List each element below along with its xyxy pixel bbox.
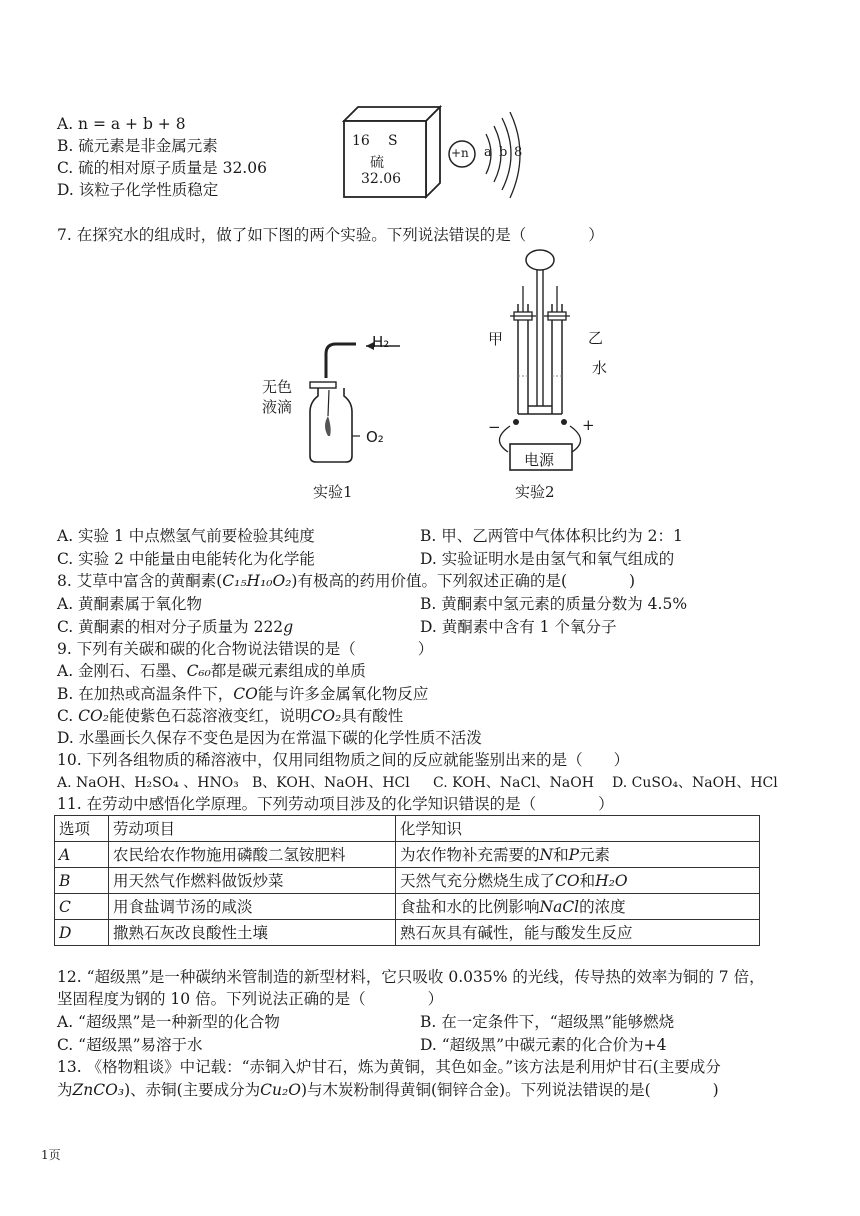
q6-option-a: A. n = a + b + 8 [57,115,186,133]
q10-option-b: B、KOH、NaOH、HCl [252,775,410,791]
table-row: B 用天然气作燃料做饭炒菜 天然气充分燃烧生成了CO和H₂O [55,868,760,894]
q9-option-c: C. CO₂能使紫色石蕊溶液变红，说明CO₂具有酸性 [57,707,404,725]
table-row: A 农民给农作物施用磷酸二氢铵肥料 为农作物补充需要的N和P元素 [55,842,760,868]
exp2-jia-label: 甲 [488,330,504,348]
q7-option-a: A. 实验 1 中点燃氢气前要检验其纯度 [57,527,315,545]
element-number: 16 [352,133,370,149]
table-row: D 撒熟石灰改良酸性土壤 熟石灰具有碱性，能与酸发生反应 [55,920,760,946]
exp1-o2-label: O₂ [366,428,384,446]
element-name: 硫 [370,155,384,171]
q7-option-d: D. 实验证明水是由氢气和氧气组成的 [420,550,675,568]
q9-stem: 9. 下列有关碳和碳的化合物说法错误的是（ ） [57,640,434,658]
table-header-row [55,816,760,842]
atom-shell-b: b [499,145,508,160]
exp1-colorless-label: 无色 [262,378,293,396]
table-header-labor: 劳动项目 [109,816,396,842]
atom-shell-a: a [484,145,492,160]
q12-stem-line-2: 坚固程度为钢的 10 倍。下列说法正确的是（ ） [57,990,444,1008]
q12-option-a: A. “超级黑”是一种新型的化合物 [57,1013,280,1031]
atom-nucleus-label: +n [451,146,469,160]
q8-option-c: C. 黄酮素的相对分子质量为 222g [57,618,294,636]
q10-stem: 10. 下列各组物质的稀溶液中，仅用同组物质之间的反应就能鉴别出来的是（ ） [57,751,630,769]
atom-shell-8: 8 [514,145,523,160]
q12-option-d: D. “超级黑”中碳元素的化合价为+4 [420,1036,667,1054]
q7-stem: 7. 在探究水的组成时，做了如下图的两个实验。下列说法错误的是（ ） [57,226,604,244]
q6-option-b: B. 硫元素是非金属元素 [57,137,218,155]
q13-line-2: 为ZnCO₃)、赤铜(主要成分为Cu₂O)与木炭粉制得黄铜(铜锌合金)。下列说法错误的是( ) [57,1081,719,1099]
table-header-option: 选项 [55,816,109,842]
q9-option-a: A. 金刚石、石墨、C₆₀都是碳元素组成的单质 [57,662,366,680]
q13-line-1: 13. 《格物粗谈》中记载：“赤铜入炉甘石，炼为黄铜，其色如金。”该方法是利用炉甘石(主要成分 [57,1058,721,1076]
q8-option-a: A. 黄酮素属于氧化物 [57,595,203,613]
element-mass: 32.06 [361,171,402,187]
experiment-1-figure [296,332,406,472]
exp1-droplets-label: 液滴 [262,398,293,416]
q10-option-d: D. CuSO₄、NaOH、HCl [612,775,778,791]
q8-option-b: B. 黄酮素中氢元素的质量分数为 4.5% [420,595,688,613]
q9-option-d: D. 水墨画长久保存不变色是因为在常温下碳的化学性质不活泼 [57,729,482,747]
q6-option-d: D. 该粒子化学性质稳定 [57,181,219,199]
q7-option-b: B. 甲、乙两管中气体体积比约为 2：1 [420,527,683,545]
exp1-caption: 实验1 [313,483,353,501]
q12-stem-line-1: 12. “超级黑”是一种碳纳米管制造的新型材料，它只吸收 0.035% 的光线，传导热的效率为铜的 7 倍， [57,968,765,986]
q8-stem: 8. 艾草中富含的黄酮素(C₁₅H₁₀O₂)有极高的药用价值。下列叙述正确的是( ) [57,572,636,590]
exp2-power-label: 电源 [524,451,555,469]
exp1-h2-label: H₂ [372,333,390,351]
q8-option-d: D. 黄酮素中含有 1 个氧分子 [420,618,617,636]
table-row: C 用食盐调节汤的咸淡 食盐和水的比例影响NaCl的浓度 [55,894,760,920]
exp2-caption: 实验2 [515,483,555,501]
exp2-yi-label: 乙 [588,329,604,347]
q6-option-c: C. 硫的相对原子质量是 32.06 [57,159,267,177]
q7-option-c: C. 实验 2 中能量由电能转化为化学能 [57,550,315,568]
element-symbol: S [388,133,398,149]
table-header-knowledge: 化学知识 [396,816,760,842]
q9-option-b: B. 在加热或高温条件下，CO能与许多金属氧化物反应 [57,685,429,703]
q12-option-c: C. “超级黑”易溶于水 [57,1036,203,1054]
q11-table [54,815,760,946]
q12-option-b: B. 在一定条件下，“超级黑”能够燃烧 [420,1013,675,1031]
q10-option-a: A. NaOH、H₂SO₄ 、HNO₃ [57,775,239,791]
experiment-2-figure [480,246,606,476]
q10-option-c: C. KOH、NaCl、NaOH [433,775,594,791]
exp2-water-label: 水 [592,359,608,377]
exp2-minus-label: − [488,418,501,436]
page-number: 1页 [41,1148,61,1162]
exp2-plus-label: + [582,416,595,434]
q8-formula: C₁₅H₁₀O₂ [222,572,292,590]
q11-stem: 11. 在劳动中感悟化学原理。下列劳动项目涉及的化学知识错误的是（ ） [57,795,614,813]
